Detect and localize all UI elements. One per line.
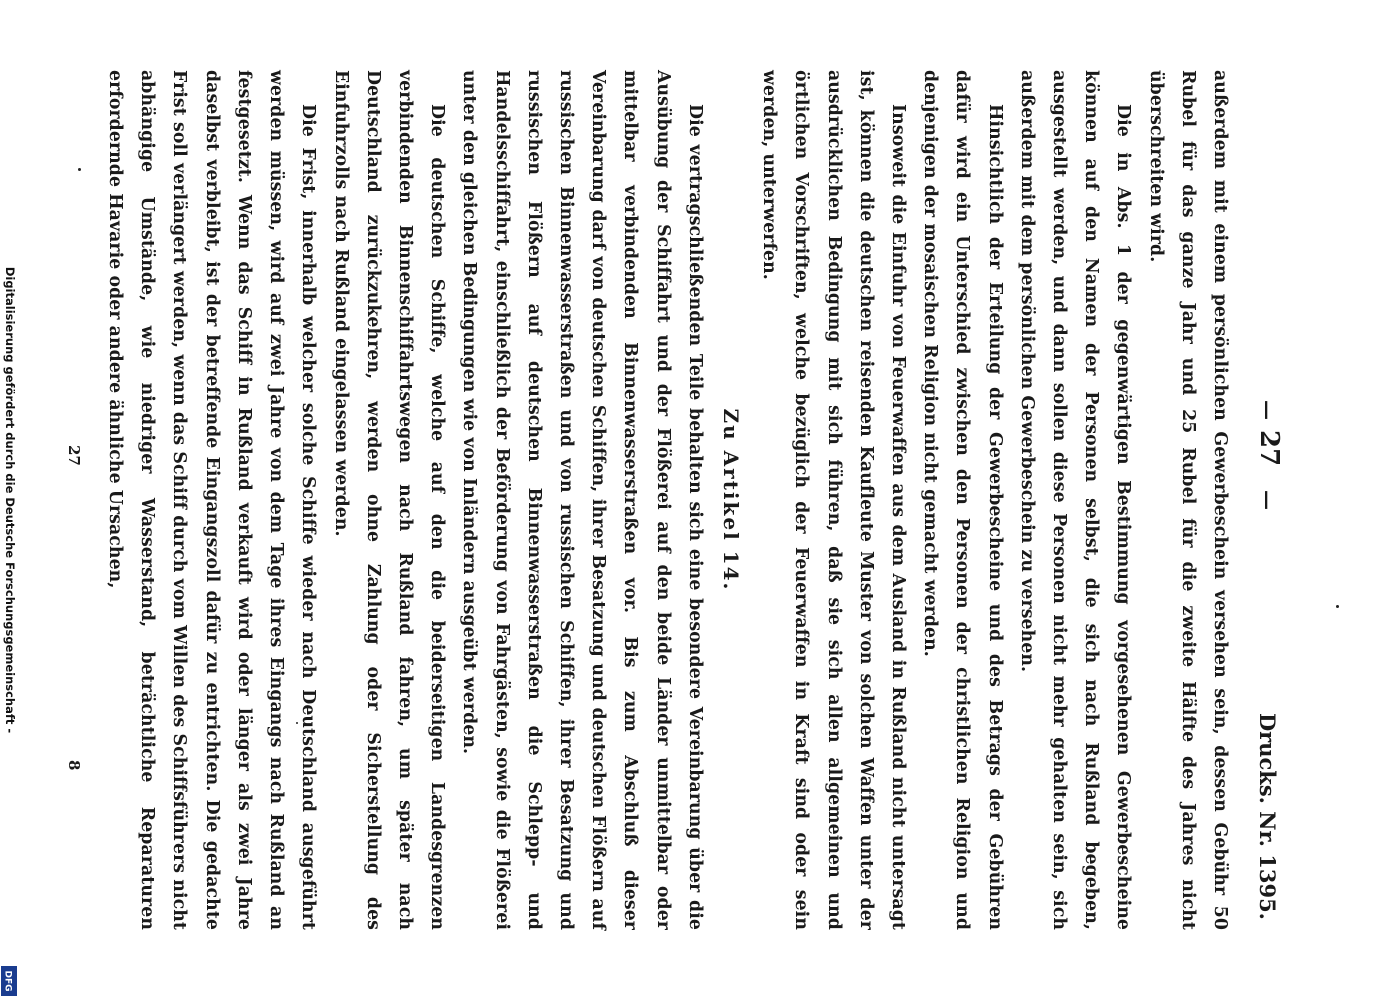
document-body xyxy=(99,70,1236,930)
signature-mark-right: 8 xyxy=(64,760,83,771)
paragraph: Die Frist, innerhalb welcher solche Schiffe wieder nach Deutschland ausgeführt werden müssen, wird auf zwei Jahre von dem Tage ihres Eingangs nach Rußland an festgesetzt. Wenn das Schiff in Rußland verkauft wird oder länger als zwei Jahre daselbst verbleibt, ist der betreffende Eingangszoll dafür zu entrichten. Die gedachte Frist soll verlängert werden, wenn das Schiff durch vom Willen des Schiffsführers nicht abhängige Umstände, wie niedriger Wasserstand, beträchtliche Reparaturen erfordernde Havarie oder andere ähnliche Ursachen, xyxy=(105,70,319,930)
scan-speck xyxy=(1336,605,1339,608)
section-heading: Zu Artikel 14. xyxy=(718,408,743,592)
funding-note xyxy=(0,0,20,1000)
dfg-logo-text: DFG xyxy=(2,970,13,992)
page-number: 27 xyxy=(1254,430,1284,467)
paragraph: Die vertragschließenden Teile behalten sich eine besondere Vereinbarung über die Ausübung der Schiffahrt und der Flößerei auf den beide Länder unmittelbar oder mittelbar verbindenden Binnenwasserstraßen vor. Bis zum Abschluß dieser Vereinbarung darf von deutschen Schiffen, ihrer Besatzung und deutschen Flößern auf russischen Binnenwasserstraßen und von russischen Schiffen, ihrer Besatzung und russischen Flößern auf deutschen Binnenwasserstraßen die Schlepp- und Handelsschiffahrt, einschließlich der Beförderung von Fahrgästen, sowie die Flößerei unter den gleichen Bedingungen wie von Inländern ausgeübt werden. xyxy=(459,70,705,930)
page-footer xyxy=(49,70,89,930)
page-content xyxy=(64,70,1284,930)
paragraph: Die in Abs. 1 der gegenwärtigen Bestimmung vorgesehenen Gewerbescheine können auf den Namen der Personen selbst, die sich nach Rußland begeben, ausgestellt werden, und dann sollen diese Personen nicht mehr gehalten sein, sich außerdem mit dem persönlichen Gewerbeschein zu versehen. xyxy=(1016,70,1134,930)
print-reference: Drucks. Nr. 1395. xyxy=(1255,712,1280,920)
paragraph: Die deutschen Schiffe, welche auf den die beiderseitigen Landesgrenzen verbindenden Binnenschiffahrtswegen nach Rußland fahren, um später nach Deutschland zurückzukehren, werden ohne Zahlung oder Sicherstellung des Einfuhrzolls nach Rußland eingelassen werden. xyxy=(330,70,448,930)
header-left-dash: — xyxy=(1256,400,1280,420)
header-right-dash: — xyxy=(1256,490,1280,510)
dfg-logo xyxy=(1,966,17,996)
page-header xyxy=(1250,70,1284,930)
paragraph: außerdem mit einem persönlichen Gewerbeschein versehen sein, dessen Gebühr 50 Rubel für das ganze Jahr und 25 Rubel für die zweite Hälfte des Jahres nicht überschreiten wird. xyxy=(1145,70,1230,930)
paragraph: Hinsichtlich der Erteilung der Gewerbescheine und des Betrags der Gebühren dafür wird ein Unterschied zwischen den Personen der christlichen Religion und denjenigen der mosaischen Religion nicht gemacht werden. xyxy=(920,70,1005,930)
funding-note-text: Digitalisierung gefördert durch die Deutsche Forschungsgemeinschaft - xyxy=(3,266,17,734)
signature-mark-left: 27 xyxy=(64,445,83,466)
scanned-page xyxy=(60,0,1320,1000)
paragraph: Insoweit die Einfuhr von Feuerwaffen aus dem Ausland in Rußland nicht untersagt ist, können die deutschen reisenden Kaufleute Muster von solchen Waffen unter der ausdrücklichen Bedingung mit sich führen, daß sie sich allen allgemeinen und örtlichen Vorschriften, welche bezüglich der Feuerwaffen in Kraft sind oder sein werden, unterwerfen. xyxy=(759,70,908,930)
